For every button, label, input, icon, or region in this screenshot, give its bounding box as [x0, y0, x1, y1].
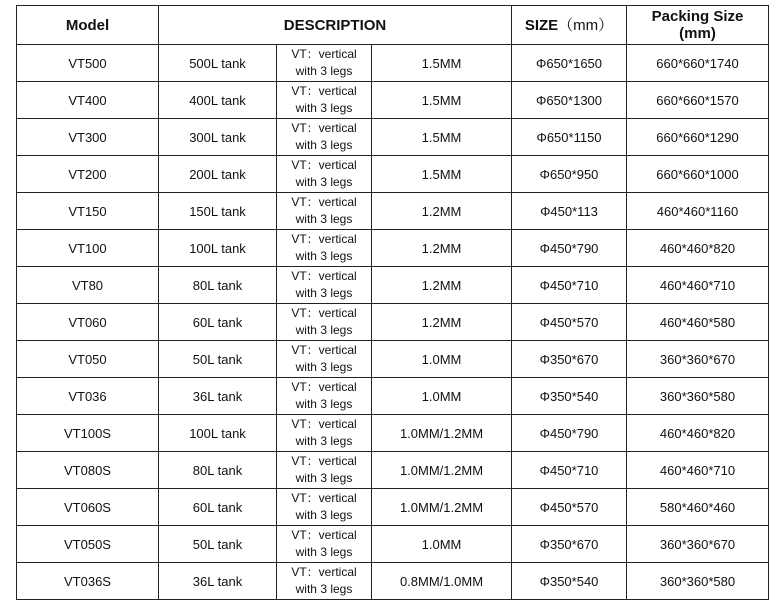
size-cell: Φ350*670 — [512, 341, 627, 378]
type-line-1: VT：vertical — [291, 121, 357, 135]
type-line-2: with 3 legs — [295, 249, 353, 263]
model-cell: VT400 — [17, 82, 159, 119]
table-row — [17, 193, 769, 230]
capacity-cell: 50L tank — [159, 341, 277, 378]
thickness-cell: 1.5MM — [372, 45, 512, 82]
packing-size-cell: 460*460*820 — [627, 415, 769, 452]
thickness-cell: 1.5MM — [372, 119, 512, 156]
type-line-1: VT：vertical — [291, 380, 357, 394]
capacity-cell: 50L tank — [159, 526, 277, 563]
table-row — [17, 45, 769, 82]
type-line-2: with 3 legs — [295, 471, 353, 485]
model-cell: VT500 — [17, 45, 159, 82]
packing-size-cell: 660*660*1570 — [627, 82, 769, 119]
size-cell: Φ450*790 — [512, 415, 627, 452]
thickness-cell: 1.2MM — [372, 267, 512, 304]
size-cell: Φ650*950 — [512, 156, 627, 193]
capacity-cell: 300L tank — [159, 119, 277, 156]
type-cell — [277, 341, 372, 378]
type-cell — [277, 489, 372, 526]
type-line-2: with 3 legs — [295, 360, 353, 374]
packing-size-cell: 360*360*580 — [627, 563, 769, 600]
header-size-label: SIZE — [524, 16, 559, 34]
header-packing-label: Packing Size — [651, 8, 744, 25]
capacity-cell: 80L tank — [159, 267, 277, 304]
size-cell: Φ650*1650 — [512, 45, 627, 82]
capacity-cell: 500L tank — [159, 45, 277, 82]
size-cell: Φ450*710 — [512, 267, 627, 304]
table-row — [17, 230, 769, 267]
type-line-2: with 3 legs — [295, 175, 353, 189]
packing-size-cell: 460*460*580 — [627, 304, 769, 341]
thickness-cell: 0.8MM/1.0MM — [372, 563, 512, 600]
header-row — [17, 6, 769, 45]
type-line-1: VT：vertical — [291, 195, 357, 209]
thickness-cell: 1.0MM — [372, 526, 512, 563]
header-size — [512, 6, 627, 45]
model-cell: VT100 — [17, 230, 159, 267]
table-row — [17, 452, 769, 489]
packing-size-cell: 360*360*580 — [627, 378, 769, 415]
table-row — [17, 119, 769, 156]
packing-size-cell: 580*460*460 — [627, 489, 769, 526]
size-cell: Φ450*570 — [512, 304, 627, 341]
capacity-cell: 100L tank — [159, 230, 277, 267]
model-cell: VT100S — [17, 415, 159, 452]
type-line-2: with 3 legs — [295, 286, 353, 300]
type-line-1: VT：vertical — [291, 306, 357, 320]
type-line-2: with 3 legs — [295, 101, 353, 115]
thickness-cell: 1.2MM — [372, 230, 512, 267]
table-row — [17, 341, 769, 378]
size-cell: Φ650*1300 — [512, 82, 627, 119]
model-cell: VT036S — [17, 563, 159, 600]
packing-size-cell: 660*660*1740 — [627, 45, 769, 82]
capacity-cell: 60L tank — [159, 304, 277, 341]
table-row — [17, 489, 769, 526]
type-line-1: VT：vertical — [291, 454, 357, 468]
header-packing-size — [627, 6, 769, 45]
type-cell — [277, 156, 372, 193]
type-line-2: with 3 legs — [295, 64, 353, 78]
type-line-2: with 3 legs — [295, 582, 353, 596]
type-cell — [277, 304, 372, 341]
size-cell: Φ350*670 — [512, 526, 627, 563]
thickness-cell: 1.2MM — [372, 304, 512, 341]
type-line-1: VT：vertical — [291, 528, 357, 542]
thickness-cell: 1.0MM — [372, 378, 512, 415]
type-line-1: VT：vertical — [291, 417, 357, 431]
size-cell: Φ450*790 — [512, 230, 627, 267]
model-cell: VT200 — [17, 156, 159, 193]
packing-size-cell: 360*360*670 — [627, 341, 769, 378]
type-cell — [277, 82, 372, 119]
type-cell — [277, 452, 372, 489]
capacity-cell: 200L tank — [159, 156, 277, 193]
table-row — [17, 82, 769, 119]
table-row — [17, 378, 769, 415]
type-line-2: with 3 legs — [295, 545, 353, 559]
model-cell: VT080S — [17, 452, 159, 489]
table-row — [17, 526, 769, 563]
type-line-1: VT：vertical — [291, 491, 357, 505]
capacity-cell: 100L tank — [159, 415, 277, 452]
packing-size-cell: 460*460*820 — [627, 230, 769, 267]
type-line-2: with 3 legs — [295, 323, 353, 337]
model-cell: VT050S — [17, 526, 159, 563]
type-line-1: VT：vertical — [291, 84, 357, 98]
table-row — [17, 415, 769, 452]
thickness-cell: 1.2MM — [372, 193, 512, 230]
packing-size-cell: 360*360*670 — [627, 526, 769, 563]
thickness-cell: 1.0MM/1.2MM — [372, 489, 512, 526]
type-line-2: with 3 legs — [295, 397, 353, 411]
model-cell: VT150 — [17, 193, 159, 230]
thickness-cell: 1.0MM/1.2MM — [372, 415, 512, 452]
size-cell: Φ450*570 — [512, 489, 627, 526]
table-row — [17, 156, 769, 193]
table-row — [17, 563, 769, 600]
packing-size-cell: 660*660*1290 — [627, 119, 769, 156]
header-size-unit: （mm） — [558, 16, 614, 34]
type-line-1: VT：vertical — [291, 47, 357, 61]
thickness-cell: 1.0MM/1.2MM — [372, 452, 512, 489]
size-cell: Φ450*113 — [512, 193, 627, 230]
capacity-cell: 60L tank — [159, 489, 277, 526]
header-model: Model — [17, 6, 159, 45]
thickness-cell: 1.5MM — [372, 82, 512, 119]
product-spec-table — [16, 5, 769, 600]
packing-size-cell: 460*460*710 — [627, 452, 769, 489]
capacity-cell: 400L tank — [159, 82, 277, 119]
capacity-cell: 150L tank — [159, 193, 277, 230]
type-line-2: with 3 legs — [295, 138, 353, 152]
type-line-1: VT：vertical — [291, 565, 357, 579]
capacity-cell: 80L tank — [159, 452, 277, 489]
table-row — [17, 304, 769, 341]
size-cell: Φ650*1150 — [512, 119, 627, 156]
model-cell: VT80 — [17, 267, 159, 304]
type-line-1: VT：vertical — [291, 269, 357, 283]
capacity-cell: 36L tank — [159, 378, 277, 415]
type-cell — [277, 563, 372, 600]
type-line-1: VT：vertical — [291, 232, 357, 246]
capacity-cell: 36L tank — [159, 563, 277, 600]
type-line-1: VT：vertical — [291, 158, 357, 172]
model-cell: VT300 — [17, 119, 159, 156]
model-cell: VT036 — [17, 378, 159, 415]
model-cell: VT060S — [17, 489, 159, 526]
packing-size-cell: 660*660*1000 — [627, 156, 769, 193]
type-cell — [277, 193, 372, 230]
packing-size-cell: 460*460*1160 — [627, 193, 769, 230]
type-cell — [277, 45, 372, 82]
header-packing-unit: (mm) — [679, 25, 716, 42]
type-cell — [277, 119, 372, 156]
model-cell: VT060 — [17, 304, 159, 341]
header-description: DESCRIPTION — [159, 6, 512, 45]
type-cell — [277, 415, 372, 452]
type-line-2: with 3 legs — [295, 212, 353, 226]
size-cell: Φ350*540 — [512, 378, 627, 415]
packing-size-cell: 460*460*710 — [627, 267, 769, 304]
type-line-2: with 3 legs — [295, 434, 353, 448]
thickness-cell: 1.0MM — [372, 341, 512, 378]
table-row — [17, 267, 769, 304]
size-cell: Φ350*540 — [512, 563, 627, 600]
type-line-2: with 3 legs — [295, 508, 353, 522]
type-line-1: VT：vertical — [291, 343, 357, 357]
type-cell — [277, 230, 372, 267]
model-cell: VT050 — [17, 341, 159, 378]
thickness-cell: 1.5MM — [372, 156, 512, 193]
type-cell — [277, 378, 372, 415]
size-cell: Φ450*710 — [512, 452, 627, 489]
type-cell — [277, 526, 372, 563]
type-cell — [277, 267, 372, 304]
